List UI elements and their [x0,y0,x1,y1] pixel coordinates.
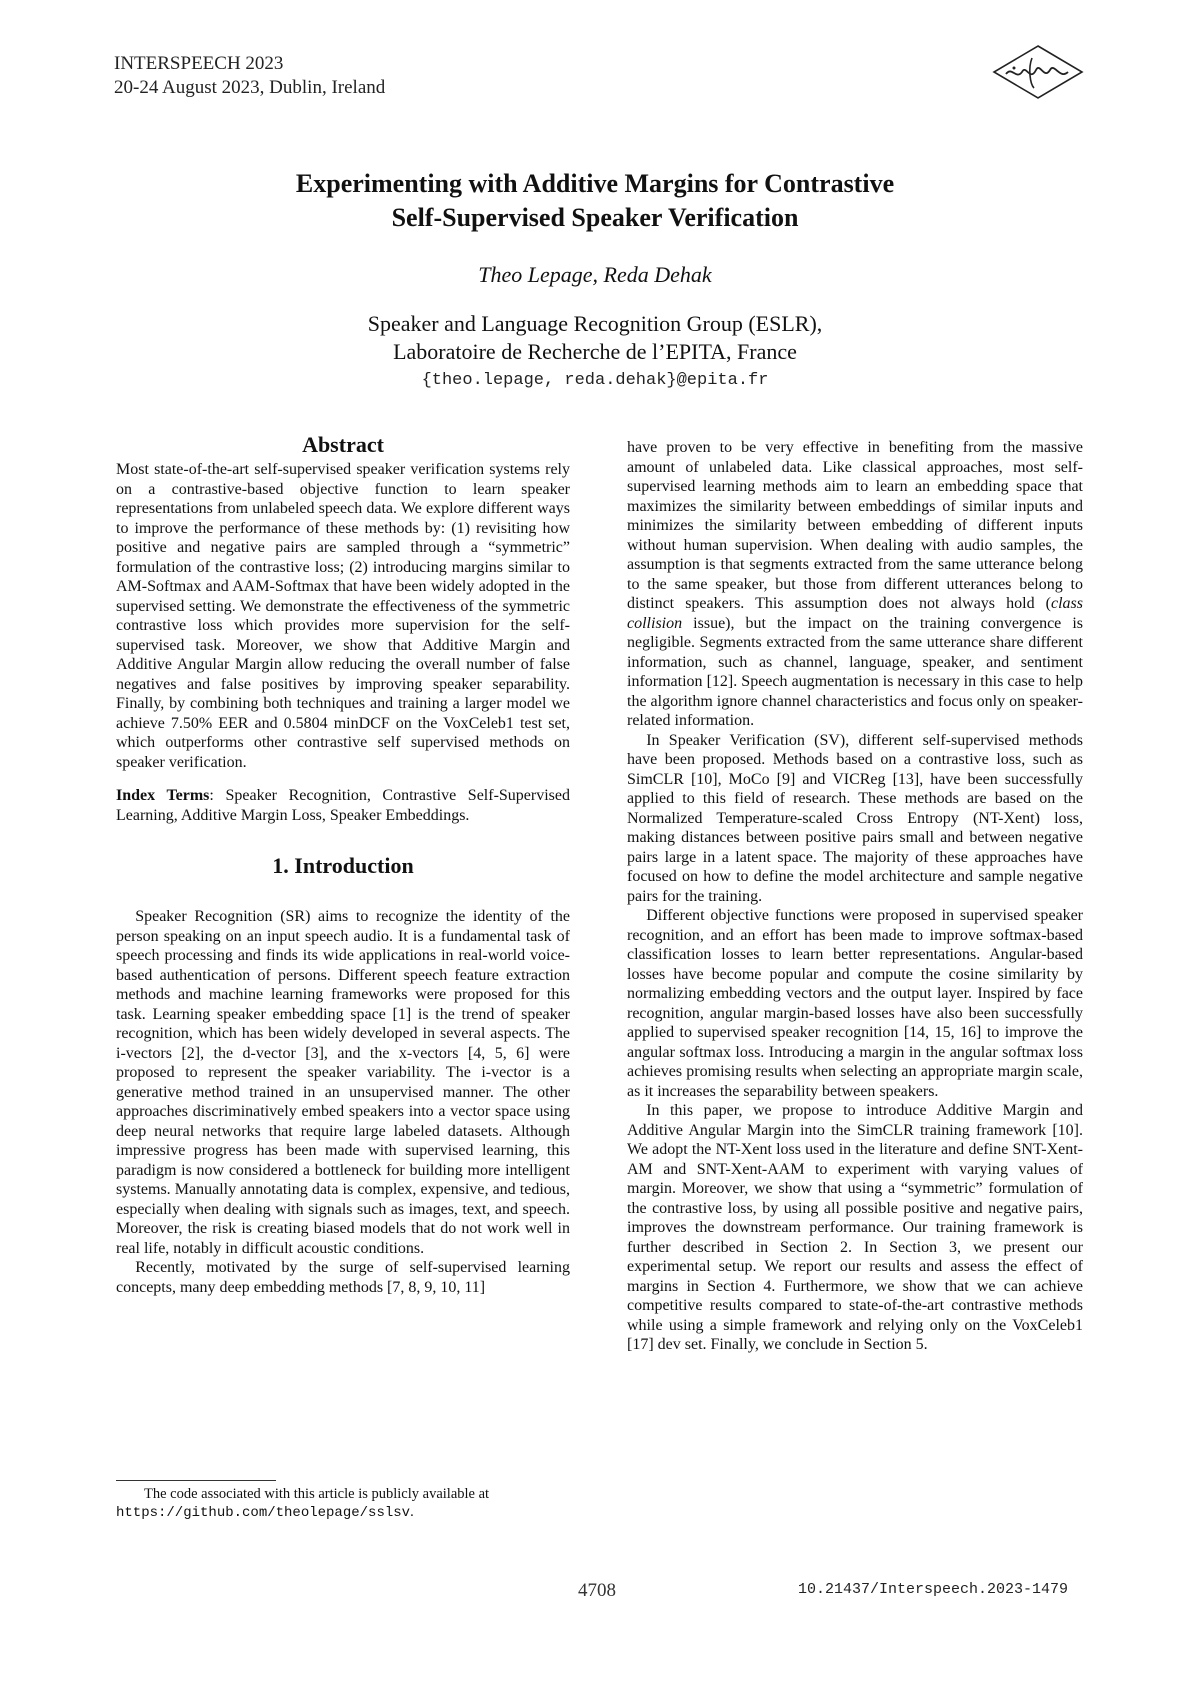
affiliation-line-2: Laboratoire de Recherche de l’EPITA, France [393,339,797,364]
affiliation [0,310,1190,366]
authors: Theo Lepage, Reda Dehak [478,262,712,287]
footnote [116,1480,570,1522]
footnote-rule [116,1480,276,1481]
isca-logo [992,44,1084,100]
para2-text-a: have proven to be very effective in benefiting from the massive amount of unlabeled data. Like classical approaches, most self-supervised learning methods aim to learn an embedding space that maximizes the similarity between embeddings of similar inputs and minimizes the similarity between embedding of different inputs without human supervision. When dealing with audio samples, the assumption is that segments extracted from the same utterance belong to the same speaker, but those from different utterances belong to distinct speakers. This assumption does not always hold ( [627,439,1083,612]
doi: 10.21437/Interspeech.2023-1479 [798,1581,1069,1598]
title-line-2: Self-Supervised Speaker Verification [391,203,799,232]
conference-dates: 20-24 August 2023, Dublin, Ireland [114,77,386,98]
intro-paragraph-1: Speaker Recognition (SR) aims to recognize the identity of the person speaking on an input speech audio. It is a fundamental task of speech processing and finds its wide applications in real-world voice-based authentication of persons. Different speech feature extraction methods and machine learning frameworks were proposed for this task. Learning speaker embedding space [1] is the trend of speaker recognition, which has been widely developed in several aspects. The i-vectors [2], the d-vector [3], and the x-vectors [4, 5, 6] were proposed to represent the speaker variability. The i-vector is a generative method trained in an unsupervised manner. The other approaches discriminatively embed speakers into a vector space using deep neural networks that require large labeled datasets. Although impressive progress has been made with supervised learning, this paradigm is now considered a bottleneck for building more intelligent systems. Manually annotating data is complex, expensive, and tedious, especially when dealing with signals such as images, text, and speech. Moreover, the risk is creating biased models that do not work well in real life, notably in difficult acoustic conditions. [116,908,570,1257]
abstract-heading: Abstract [302,432,384,457]
page-number: 4708 [578,1580,616,1601]
index-terms-label: Index Terms [116,787,210,804]
introduction-heading: 1. Introduction [272,853,414,878]
title-line-1: Experimenting with Additive Margins for Contrastive [295,169,895,198]
footnote-text: The code associated with this article is publicly available at [144,1486,490,1502]
para2-text-b: issue), but the impact on the training convergence is negligible. Segments extracted from the same utterance share different information, such as channel, language, speaker, and sentiment information [12]. Speech augmentation is necessary in this case to help the algorithm ignore channel characteristics and focus only on speaker-related information. [627,614,1083,729]
intro-paragraph-5: In this paper, we propose to introduce Additive Margin and Additive Angular Margin into the SimCLR training framework [10]. We adopt the NT-Xent loss used in the literature and define SNT-Xent-AM and SNT-Xent-AAM to experiment with varying values of margin. Moreover, we show that using a “symmetric” formulation of the contrastive loss, by using all possible positive and negative pairs, improves the downstream performance. Our training framework is further described in Section 2. In Section 3, we present our experimental setup. We report our results and assess the effect of margins in Section 4. Furthermore, we show that we can achieve competitive results compared to state-of-the-art contrastive methods while using a simple framework and relying only on the VoxCeleb1 [17] dev set. Finally, we conclude in Section 5. [627,1102,1083,1353]
conference-header [114,52,385,100]
para2-italic: class collision [627,595,1083,632]
paper-title [0,167,1190,235]
left-column [116,432,570,1297]
intro-paragraph-3: In Speaker Verification (SV), different self-supervised methods have been proposed. Methods based on a contrastive loss, such as SimCLR [10], MoCo [9] and VICReg [13], have been successfully applied to this field of research. These methods are based on the Normalized Temperature-scaled Cross Entropy (NT-Xent) loss, making distances between positive pairs small and between negative pairs large in a latent space. The majority of these approaches have focused on how to define the model architecture and sample negative pairs for the training. [627,731,1083,905]
index-terms-text: : Speaker Recognition, Contrastive Self-Supervised Learning, Additive Margin Loss, Speaker Embeddings. [116,787,570,824]
intro-paragraph-2-continued [627,438,1083,731]
right-column [627,438,1083,1355]
conference-name: INTERSPEECH 2023 [114,53,284,74]
index-terms [116,786,570,825]
author-emails: {theo.lepage, reda.dehak}@epita.fr [421,371,769,390]
code-repository-link[interactable]: https://github.com/theolepage/sslsv [116,1505,411,1521]
abstract-text: Most state-of-the-art self-supervised speaker verification systems rely on a contrastive-based objective function to learn speaker representations from unlabeled speech data. We explore different ways to improve the performance of these methods by: (1) revisiting how positive and negative pairs are sampled through a “symmetric” formulation of the contrastive loss; (2) introducing margins similar to AM-Softmax and AAM-Softmax that have been widely adopted in the supervised setting. We demonstrate the effectiveness of the symmetric contrastive loss which provides more supervision for the self-supervised task. Moreover, we show that Additive Margin and Additive Angular Margin allow reducing the overall number of false negatives and false positives by improving speaker separability. Finally, by combining both techniques and training a larger model we achieve 7.50% EER and 0.5804 minDCF on the VoxCeleb1 test set, which outperforms other contrastive self supervised methods on speaker verification. [116,461,570,771]
footnote-period: . [410,1504,414,1520]
intro-paragraph-4: Different objective functions were proposed in supervised speaker recognition, and an effort has been made to improve softmax-based classification losses to learn better representations. Angular-based losses have become popular and compute the cosine similarity by normalizing embedding vectors and the output layer. Inspired by face recognition, angular margin-based losses have also been successfully applied to supervised speaker recognition [14, 15, 16] to improve the angular softmax loss. Introducing a margin in the angular softmax loss achieves promising results when selecting an appropriate margin scale, as it increases the separability between speakers. [627,907,1083,1100]
affiliation-line-1: Speaker and Language Recognition Group (ESLR), [367,311,823,336]
intro-paragraph-2-start: Recently, motivated by the surge of self-supervised learning concepts, many deep embedding methods [7, 8, 9, 10, 11] [116,1259,570,1296]
